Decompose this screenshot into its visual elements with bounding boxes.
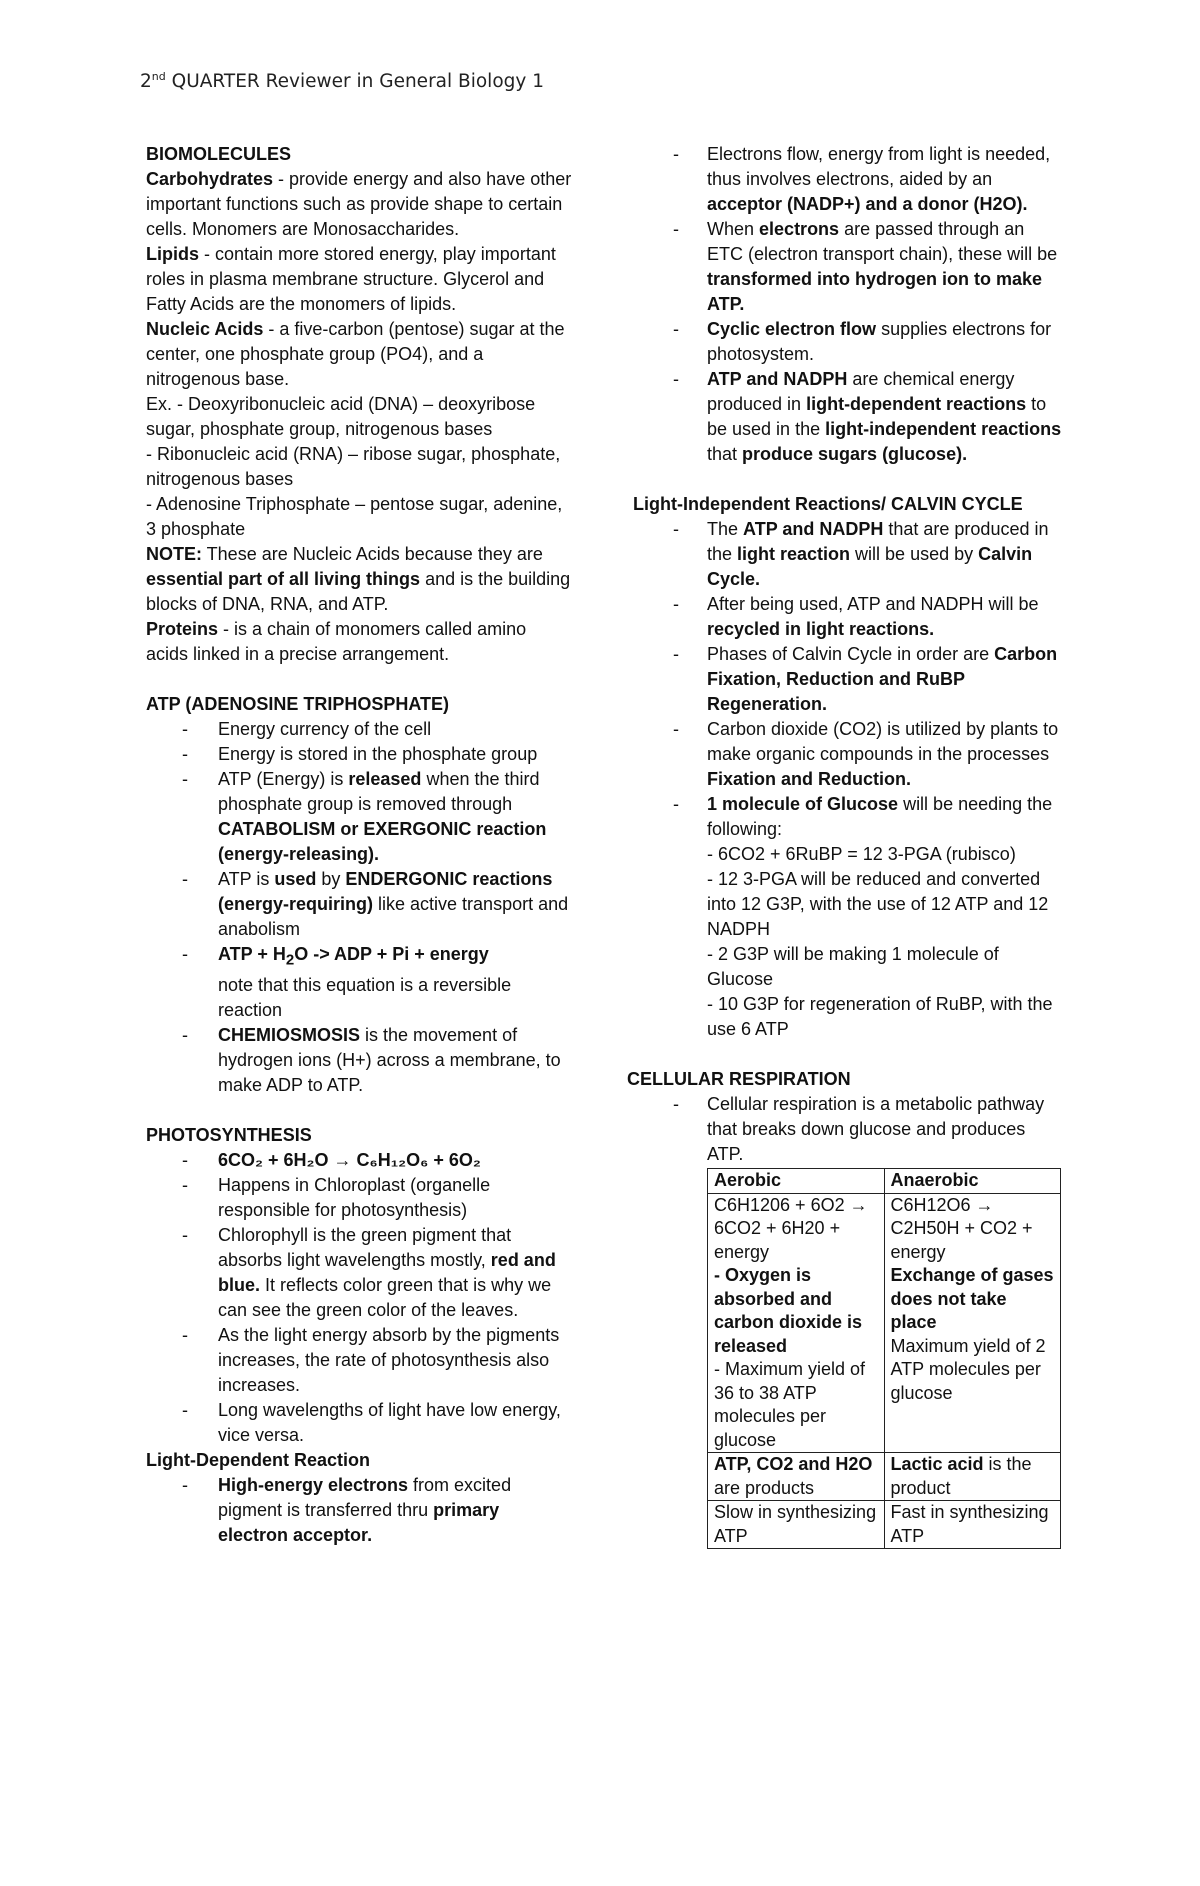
- text: like active transport and anabolism: [218, 894, 569, 939]
- photosynthesis-equation: 6CO₂ + 6H₂O → C₆H₁₂O₆ + 6O₂: [218, 1149, 481, 1170]
- table-row: [708, 1453, 1061, 1501]
- text: will be needing the following:: [707, 794, 1053, 839]
- carbohydrates-text: - provide energy and also have other important functions such as provide shape to certain cells. Monomers are Monosaccharides.: [146, 169, 572, 239]
- cellular-respiration-list: [633, 1092, 1063, 1167]
- nucleic-paragraph: [146, 317, 572, 392]
- list-item: - Energy is stored in the phosphate group: [146, 742, 572, 767]
- text: Electrons flow, energy from light is needed, thus involves electrons, aided by an: [707, 144, 1051, 189]
- bold-text: acceptor (NADP+) and a donor (H2O).: [707, 194, 1028, 214]
- table-cell: [884, 1193, 1061, 1453]
- page-header: [140, 70, 544, 92]
- sub-line: - 12 3-PGA will be reduced and converted into 12 G3P, with the use of 12 ATP and 12 NADPH: [707, 869, 1049, 939]
- atp-list: [146, 717, 572, 1098]
- text: that are produced in the: [707, 519, 1049, 564]
- list-item: [146, 1148, 572, 1173]
- header-title: QUARTER Reviewer in General Biology 1: [165, 71, 544, 93]
- table-header-row: [708, 1169, 1061, 1194]
- lipids-term: Lipids: [146, 244, 199, 264]
- photosynthesis-title: PHOTOSYNTHESIS: [146, 1124, 312, 1145]
- bold-text: primary electron acceptor.: [218, 1499, 500, 1545]
- list-item: [633, 517, 1063, 592]
- list-item: [633, 317, 1063, 367]
- text: note that this equation is a reversible reaction: [218, 974, 512, 1020]
- text: is the product: [890, 1454, 1032, 1498]
- bold-text: transformed into hydrogen ion to make ATP.: [707, 269, 1043, 314]
- text: is the movement of hydrogen ions (H+) across a membrane, to make ADP to ATP.: [218, 1024, 561, 1095]
- list-item: [633, 592, 1063, 642]
- bold-text: ATP and NADPH: [743, 519, 884, 539]
- bold-text: electrons: [759, 219, 840, 239]
- list-item: [146, 1473, 572, 1548]
- proteins-paragraph: [146, 617, 572, 667]
- bold-text: Carbon Fixation, Reduction and RuBP Regeneration.: [707, 644, 1058, 714]
- list-item: [633, 142, 1063, 217]
- light-dependent-continued-list: [633, 142, 1063, 467]
- text: are chemical energy produced in: [707, 369, 1015, 414]
- bold-text: light-dependent reactions: [806, 394, 1027, 414]
- text: C6H1206 + 6O2 → 6CO2 + 6H20 + energy: [714, 1194, 868, 1262]
- biomolecules-title: BIOMOLECULES: [146, 144, 292, 164]
- bold-text: Lactic acid: [890, 1454, 984, 1474]
- proteins-term: Proteins: [146, 619, 219, 639]
- list-item: [146, 942, 572, 1023]
- note-label: NOTE:: [146, 544, 202, 564]
- text: from excited pigment is transferred thru: [218, 1474, 512, 1520]
- example-rna: - Ribonucleic acid (RNA) – ribose sugar, phosphate, nitrogenous bases: [146, 444, 561, 489]
- atp-equation: [218, 944, 489, 969]
- subscript: 2: [285, 951, 295, 969]
- bold-text: produce sugars (glucose).: [742, 444, 968, 464]
- sub-line: - 6CO2 + 6RuBP = 12 3-PGA (rubisco): [707, 844, 1016, 864]
- text: ATP (Energy) is: [218, 769, 349, 789]
- text: are passed through an ETC (electron transport chain), these will be: [707, 219, 1058, 264]
- sub-line: - 2 G3P will be making 1 molecule of Glucose: [707, 944, 999, 989]
- bold-text: light reaction: [737, 544, 851, 564]
- respiration-table: [707, 1168, 1061, 1549]
- table-cell: Slow in synthesizing ATP: [708, 1501, 885, 1549]
- bold-text: Fixation and Reduction.: [707, 769, 912, 789]
- text: when the third phosphate group is removed through: [218, 769, 540, 814]
- table-cell: [884, 1453, 1061, 1501]
- text: supplies electrons for photosystem.: [707, 319, 1052, 364]
- table-cell: [708, 1193, 885, 1453]
- nucleic-text: - a five-carbon (pentose) sugar at the center, one phosphate group (PO4), and a nitrogenous base.: [146, 319, 565, 389]
- light-dependent-title: Light-Dependent Reaction: [146, 1449, 370, 1470]
- text: After being used, ATP and NADPH will be: [707, 594, 1039, 614]
- list-item: [146, 1023, 572, 1098]
- header-sup: nd: [151, 70, 166, 83]
- bold-text: High-energy electrons: [218, 1474, 409, 1495]
- list-item: [633, 642, 1063, 717]
- right-column: [627, 142, 1063, 1549]
- bold-text: recycled in light reactions.: [707, 619, 935, 639]
- list-item: - Long wavelengths of light have low energy, vice versa.: [146, 1398, 572, 1448]
- bold-text: Calvin Cycle.: [707, 544, 1033, 589]
- carbohydrates-paragraph: [146, 167, 572, 242]
- list-item: - As the light energy absorb by the pigments increases, the rate of photosynthesis also increases.: [146, 1323, 572, 1398]
- text: that: [707, 444, 743, 464]
- atp-title: ATP (ADENOSINE TRIPHOSPHATE): [146, 694, 450, 714]
- text: It reflects color green that is why we can see the green color of the leaves.: [218, 1274, 552, 1320]
- aerobic-header: Aerobic: [708, 1169, 885, 1194]
- list-item: [633, 792, 1063, 1042]
- text: ATP + H: [218, 944, 286, 964]
- bold-text: CATABOLISM or EXERGONIC reaction (energy-releasing).: [218, 819, 547, 864]
- text: Phases of Calvin Cycle in order are: [707, 644, 995, 664]
- left-column: [146, 142, 572, 1548]
- note-bold: essential part of all living things: [146, 569, 421, 589]
- list-item: [146, 867, 572, 942]
- anaerobic-header: Anaerobic: [884, 1169, 1061, 1194]
- photosynthesis-list: [146, 1148, 572, 1448]
- bold-text: light-independent reactions: [825, 419, 1062, 439]
- bold-text: - Oxygen is absorbed and carbon dioxide is released: [714, 1265, 863, 1356]
- list-item: - Happens in Chloroplast (organelle responsible for photosynthesis): [146, 1173, 572, 1223]
- carbohydrates-term: Carbohydrates: [146, 169, 274, 189]
- text: Carbon dioxide (CO2) is utilized by plants to make organic compounds in the processes: [707, 719, 1059, 764]
- bold-text: Cyclic electron flow: [707, 319, 877, 339]
- calvin-cycle-list: [633, 517, 1063, 1042]
- bold-text: ATP, CO2 and H2O: [714, 1454, 873, 1474]
- bold-text: used: [274, 869, 317, 889]
- list-item: [633, 717, 1063, 792]
- bold-text: 1 molecule of Glucose: [707, 794, 899, 814]
- text: Maximum yield of 2 ATP molecules per glucose: [890, 1335, 1046, 1403]
- text: When: [707, 219, 760, 239]
- list-item: [146, 767, 572, 867]
- list-item: [633, 367, 1063, 467]
- bold-text: ATP and NADPH: [707, 369, 848, 389]
- example-atp: - Adenosine Triphosphate – pentose sugar, adenine, 3 phosphate: [146, 494, 563, 539]
- bold-text: red and blue.: [218, 1249, 556, 1295]
- bold-text: CHEMIOSMOSIS: [218, 1024, 361, 1045]
- table-cell: [708, 1453, 885, 1501]
- list-item: - Energy currency of the cell: [146, 717, 572, 742]
- list-item: [146, 1223, 572, 1323]
- note-text-end: and is the building blocks of DNA, RNA, and ATP.: [146, 569, 571, 614]
- text: C6H12O6 → C2H50H + CO2 + energy: [890, 1194, 1033, 1262]
- list-item: - Cellular respiration is a metabolic pathway that breaks down glucose and produces ATP.: [633, 1092, 1063, 1167]
- note-paragraph: [146, 542, 572, 617]
- text: - Maximum yield of 36 to 38 ATP molecules per glucose: [714, 1359, 866, 1450]
- calvin-cycle-title: Light-Independent Reactions/ CALVIN CYCLE: [633, 494, 1023, 514]
- table-row: [708, 1193, 1061, 1453]
- cellular-respiration-title: CELLULAR RESPIRATION: [627, 1069, 851, 1089]
- header-number: 2: [140, 71, 152, 93]
- text: are products: [714, 1477, 815, 1498]
- lipids-text: - contain more stored energy, play important roles in plasma membrane structure. Glycerol and Fatty Acids are the monomers of lipids.: [146, 244, 556, 314]
- text: by: [316, 869, 346, 889]
- text: The: [707, 519, 744, 539]
- bold-text: ENDERGONIC reactions (energy-requiring): [218, 869, 553, 914]
- example-dna: Ex. - Deoxyribonucleic acid (DNA) – deoxyribose sugar, phosphate group, nitrogenous bases: [146, 394, 536, 439]
- proteins-text: - is a chain of monomers called amino acids linked in a precise arrangement.: [146, 619, 527, 664]
- text: to be used in the: [707, 394, 1047, 439]
- light-dependent-list: [146, 1473, 572, 1548]
- note-text: These are Nucleic Acids because they are: [202, 544, 543, 564]
- table-row: [708, 1501, 1061, 1549]
- bold-text: Exchange of gases does not take place: [890, 1265, 1054, 1332]
- text: Chlorophyll is the green pigment that absorbs light wavelengths mostly,: [218, 1224, 512, 1270]
- list-item: [633, 217, 1063, 317]
- text: will be used by: [850, 544, 979, 564]
- text: O -> ADP + Pi + energy: [294, 944, 489, 964]
- sub-line: - 10 G3P for regeneration of RuBP, with the use 6 ATP: [707, 994, 1053, 1039]
- nucleic-term: Nucleic Acids: [146, 319, 264, 339]
- bold-text: released: [348, 769, 422, 789]
- lipids-paragraph: [146, 242, 572, 317]
- text: ATP is: [218, 869, 275, 889]
- table-cell: Fast in synthesizing ATP: [884, 1501, 1061, 1549]
